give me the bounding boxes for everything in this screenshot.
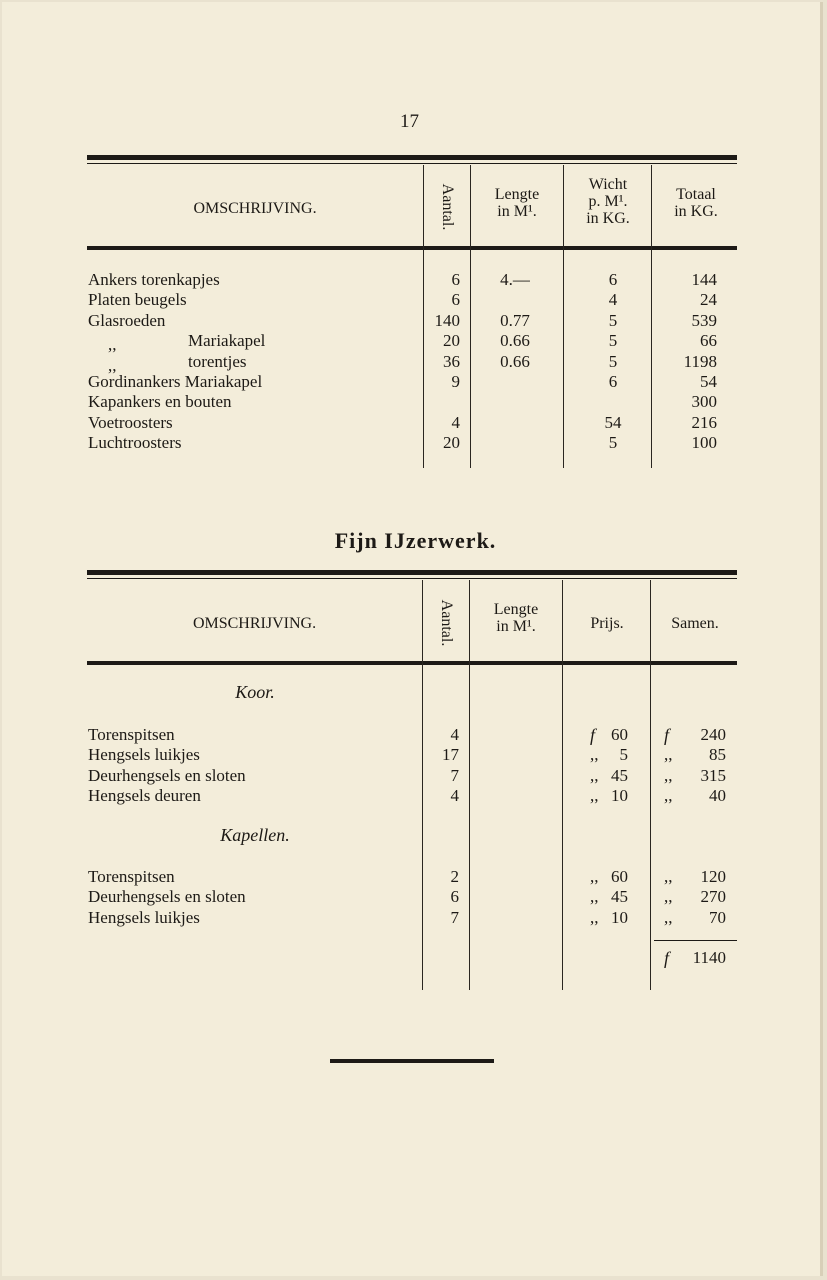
header-totaal bbox=[652, 186, 740, 220]
row-description: Hengsels luikjes bbox=[88, 907, 200, 927]
row-totaal: 300 bbox=[691, 392, 717, 412]
header-samen: Samen. bbox=[671, 615, 719, 632]
row-samen: 120 bbox=[700, 867, 726, 886]
header-bottom-rule bbox=[87, 246, 737, 250]
prijs-prefix: f bbox=[590, 725, 596, 745]
row-totaal: 144 bbox=[691, 270, 717, 289]
row-prijs: 10 bbox=[611, 907, 628, 927]
row-aantal: 20 bbox=[443, 433, 460, 453]
section-title: Fijn IJzerwerk. bbox=[334, 528, 497, 553]
row-aantal: 4 bbox=[451, 412, 460, 432]
header-totaal-line1: Totaal bbox=[676, 186, 716, 203]
row-samen: 70 bbox=[709, 907, 726, 927]
row-aantal: 9 bbox=[451, 372, 460, 391]
row-wicht: 5 bbox=[608, 433, 618, 453]
row-aantal: 6 bbox=[450, 887, 459, 907]
row-prijs: 45 bbox=[611, 765, 628, 785]
header-lengte-line2: in M¹. bbox=[496, 618, 536, 635]
row-aantal: 7 bbox=[450, 907, 459, 927]
row-prijs: 60 bbox=[611, 867, 628, 886]
row-aantal: 4 bbox=[450, 725, 459, 744]
row-totaal: 54 bbox=[700, 372, 717, 391]
header-bottom-rule bbox=[87, 661, 737, 665]
samen-prefix: ,, bbox=[664, 907, 673, 927]
row-samen: 240 bbox=[700, 725, 726, 744]
row-description: Gordinankers Mariakapel bbox=[88, 372, 263, 391]
end-rule bbox=[330, 1059, 494, 1063]
row-samen: 270 bbox=[700, 887, 726, 907]
row-aantal: 36 bbox=[443, 351, 460, 371]
row-description: Torenspitsen bbox=[88, 867, 175, 886]
header-aantal: Aantal. bbox=[438, 599, 455, 647]
header-prijs: Prijs. bbox=[590, 615, 624, 632]
row-wicht: 4 bbox=[608, 290, 618, 310]
row-aantal: 2 bbox=[450, 867, 459, 886]
ditto-mark: ,, bbox=[108, 355, 117, 375]
row-wicht: 54 bbox=[604, 412, 622, 432]
row-description: Platen beugels bbox=[88, 290, 187, 310]
row-aantal: 6 bbox=[451, 270, 460, 289]
samen-prefix: ,, bbox=[664, 765, 673, 785]
row-description: Hengsels luikjes bbox=[88, 745, 200, 765]
samen-prefix: ,, bbox=[664, 887, 673, 907]
ditto-mark: ,, bbox=[108, 335, 117, 355]
row-description: Voetroosters bbox=[88, 412, 173, 432]
row-samen: 315 bbox=[700, 765, 726, 785]
page-number: 17 bbox=[400, 111, 419, 132]
header-lengte-line2: in M¹. bbox=[497, 203, 537, 220]
header-lengte bbox=[471, 186, 563, 220]
row-aantal: 6 bbox=[451, 290, 460, 310]
row-samen: 40 bbox=[709, 786, 726, 806]
row-totaal: 100 bbox=[691, 433, 717, 453]
row-wicht: 5 bbox=[608, 351, 618, 371]
row-description: Mariakapel bbox=[188, 331, 266, 351]
header-wicht-line1: Wicht bbox=[588, 176, 628, 193]
row-prijs: 45 bbox=[611, 887, 628, 907]
row-wicht: 6 bbox=[608, 372, 618, 391]
samen-prefix: f bbox=[664, 725, 670, 745]
column-divider bbox=[650, 580, 651, 990]
row-description: Torenspitsen bbox=[88, 725, 175, 744]
row-aantal: 17 bbox=[442, 745, 459, 765]
prijs-prefix: ,, bbox=[590, 867, 599, 886]
document-page bbox=[2, 2, 823, 1276]
row-aantal: 20 bbox=[443, 331, 460, 351]
prijs-prefix: ,, bbox=[590, 887, 599, 907]
group-title: Koor. bbox=[235, 682, 275, 702]
row-description: Ankers torenkapjes bbox=[88, 270, 220, 289]
row-totaal: 24 bbox=[700, 290, 717, 310]
row-prijs: 10 bbox=[611, 786, 628, 806]
prijs-prefix: ,, bbox=[590, 786, 599, 806]
row-lengte: 4.— bbox=[500, 270, 530, 289]
row-totaal: 66 bbox=[700, 331, 717, 351]
header-totaal-line2: in KG. bbox=[674, 203, 718, 220]
row-wicht: 5 bbox=[608, 331, 618, 351]
row-totaal: 216 bbox=[691, 412, 717, 432]
header-wicht-line2: p. M¹. bbox=[588, 193, 628, 210]
row-description: Deurhengsels en sloten bbox=[88, 765, 246, 785]
row-aantal: 140 bbox=[434, 310, 460, 330]
samen-prefix: ,, bbox=[664, 867, 673, 886]
row-totaal: 539 bbox=[691, 310, 717, 330]
header-lengte bbox=[470, 601, 562, 635]
row-aantal: 4 bbox=[450, 786, 459, 806]
header-wicht-line3: in KG. bbox=[586, 210, 630, 227]
total-rule bbox=[654, 940, 737, 941]
header-omschrijving: OMSCHRIJVING. bbox=[192, 615, 317, 632]
row-prijs: 5 bbox=[619, 745, 628, 765]
group-title: Kapellen. bbox=[220, 825, 290, 845]
table-top-rule bbox=[87, 570, 737, 575]
row-aantal: 7 bbox=[450, 765, 459, 785]
samen-prefix: ,, bbox=[664, 745, 673, 765]
header-lengte-line1: Lengte bbox=[493, 601, 539, 618]
row-lengte: 0.66 bbox=[500, 331, 530, 351]
header-wicht bbox=[564, 176, 652, 227]
prijs-prefix: ,, bbox=[590, 907, 599, 927]
table-top-rule-thin bbox=[87, 578, 737, 579]
row-description: torentjes bbox=[188, 351, 247, 371]
header-omschrijving: OMSCHRIJVING. bbox=[193, 200, 317, 217]
prijs-prefix: ,, bbox=[590, 745, 599, 765]
row-lengte: 0.66 bbox=[500, 351, 530, 371]
column-divider bbox=[469, 580, 470, 990]
row-description: Hengsels deuren bbox=[88, 786, 201, 806]
row-description: Luchtroosters bbox=[88, 433, 182, 453]
header-lengte-line1: Lengte bbox=[494, 186, 540, 203]
prijs-prefix: ,, bbox=[590, 765, 599, 785]
row-wicht: 5 bbox=[608, 310, 618, 330]
row-description: Glasroeden bbox=[88, 310, 166, 330]
samen-prefix: ,, bbox=[664, 786, 673, 806]
grand-total: 1140 bbox=[692, 948, 726, 967]
row-totaal: 1198 bbox=[683, 351, 717, 371]
table-top-rule-thin bbox=[87, 163, 737, 164]
column-divider bbox=[562, 580, 563, 990]
table-top-rule bbox=[87, 155, 737, 160]
total-prefix: f bbox=[664, 948, 670, 968]
row-samen: 85 bbox=[709, 745, 726, 765]
header-aantal: Aantal. bbox=[439, 183, 456, 231]
row-lengte: 0.77 bbox=[500, 310, 530, 330]
row-description: Kapankers en bouten bbox=[88, 392, 232, 412]
row-prijs: 60 bbox=[611, 725, 628, 744]
row-wicht: 6 bbox=[608, 270, 618, 289]
row-description: Deurhengsels en sloten bbox=[88, 887, 246, 907]
